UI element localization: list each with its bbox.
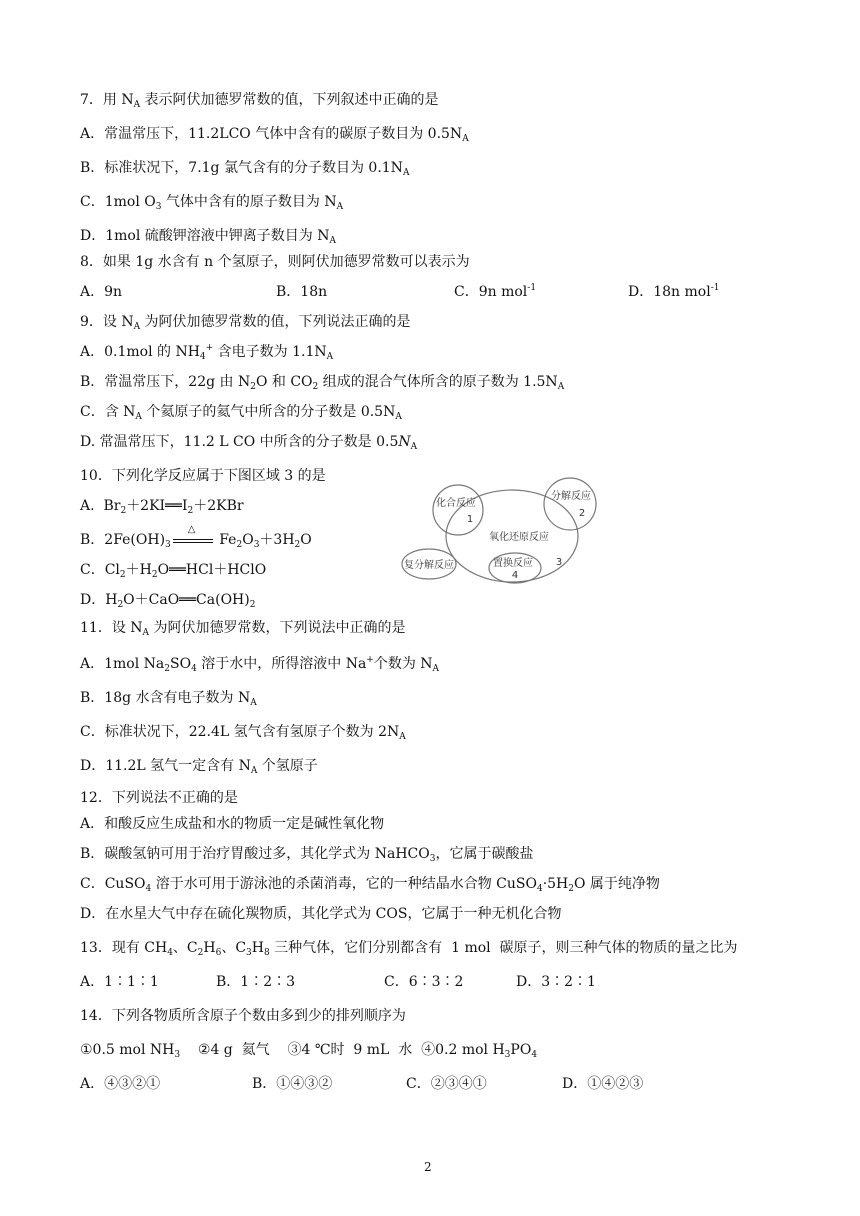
q14-option-c: C．②③④① bbox=[406, 1076, 487, 1092]
region-1-number: 1 bbox=[466, 514, 474, 525]
q14-option-d: D．①④②③ bbox=[562, 1076, 644, 1092]
page-number: 2 bbox=[424, 1160, 432, 1174]
double-replacement-label: 复分解反应 bbox=[404, 560, 454, 571]
combination-label: 化合反应 bbox=[436, 498, 476, 509]
q8-option-d: D．18n mol$^{-1}$ bbox=[628, 283, 720, 300]
q7-option-d: D．1mol 硫酸钾溶液中钾离子数目为 $N_A$ bbox=[80, 228, 336, 246]
heat-symbol: △ bbox=[187, 524, 196, 535]
q13-option-c: C．6∶3∶2 bbox=[384, 974, 464, 990]
q12-option-b: B．碳酸氢钠可用于治疗胃酸过多，其化学式为 NaHCO$_3$，它属于碳酸盐 bbox=[80, 846, 534, 864]
q11-option-c: C．标准状况下，22.4L 氢气含有氢原子个数为 $2N_A$ bbox=[80, 724, 406, 742]
q12-option-a: A．和酸反应生成盐和水的物质一定是碱性氧化物 bbox=[80, 816, 385, 832]
q8-option-a: A．9n bbox=[80, 284, 123, 300]
q10-option-a: A. $Br_2+2KI══I_2+2KBr$ bbox=[80, 498, 244, 516]
q7-option-a: A．常温常压下，11.2LCO 气体中含有的碳原子数目为 $0.5N_A$ bbox=[80, 126, 469, 144]
q7-option-b: B．标准状况下，7.1g 氯气含有的分子数目为 $0.1N_A$ bbox=[80, 160, 410, 178]
q14-option-a: A．④③②① bbox=[80, 1076, 161, 1092]
q8-option-c: C．9n mol$^{-1}$ bbox=[454, 283, 537, 300]
q11-option-a: A．1mol $Na_2SO_4$ 溶于水中，所得溶液中 Na+个数为 $N_A$ bbox=[80, 655, 440, 674]
q13-stem: 13．现有 $CH_4$、$C_2H_6$、$C_3H_8$ 三种气体，它们分别都含有 1 mol 碳原子，则三种气体的物质的量之比为 bbox=[80, 940, 738, 958]
q12-option-d: D．在水星大气中存在硫化羰物质，其化学式为 COS，它属于一种无机化合物 bbox=[80, 906, 562, 922]
reaction-type-diagram bbox=[396, 474, 608, 590]
q10-stem: 10．下列化学反应属于下图区域 3 的是 bbox=[80, 468, 326, 484]
q8-stem: 8．如果 1g 水含有 n 个氢原子，则阿伏加德罗常数可以表示为 bbox=[80, 254, 470, 270]
q9-option-b: B．常温常压下，22g 由 $N_2O$ 和 $CO_2$ 组成的混合气体所含的原子数为 $1.5N_A$ bbox=[80, 374, 565, 392]
q14-items: ①0.5 mol $NH_3$ ②4 g 氦气 ③4 ℃时 9 mL 水 ④0.2 mol $H_3PO_4$ bbox=[80, 1042, 538, 1060]
q8-option-b: B．18n bbox=[276, 284, 328, 300]
redox-label: 氧化还原反应 bbox=[489, 532, 549, 543]
heating-condition-arrow bbox=[171, 524, 215, 547]
q12-option-c: C．CuSO$_4$ 溶于水可用于游泳池的杀菌消毒，它的一种结晶水合物 $CuSO_4\cdot 5H_2O$ 属于纯净物 bbox=[80, 876, 660, 894]
q11-option-b: B．18g 水含有电子数为 $N_A$ bbox=[80, 690, 257, 708]
q9-stem: 9．设 $N_A$ 为阿伏加德罗常数的值，下列说法正确的是 bbox=[80, 314, 411, 332]
decomposition-label: 分解反应 bbox=[551, 491, 591, 502]
q13-option-d: D．3∶2∶1 bbox=[516, 974, 596, 990]
q7-stem: 7．用 $N_A$ 表示阿伏加德罗常数的值，下列叙述中正确的是 bbox=[80, 92, 439, 110]
decomposition-region bbox=[544, 478, 596, 530]
q14-option-b: B．①④③② bbox=[252, 1076, 333, 1092]
q11-stem: 11．设 $N_A$ 为阿伏加德罗常数，下列说法中正确的是 bbox=[80, 620, 406, 638]
region-2-number: 2 bbox=[578, 508, 586, 519]
q14-stem: 14．下列各物质所含原子个数由多到少的排列顺序为 bbox=[80, 1008, 406, 1024]
q13-option-b: B．1∶2∶3 bbox=[216, 974, 296, 990]
region-3-number: 3 bbox=[555, 557, 563, 568]
single-replacement-label: 置换反应 bbox=[493, 558, 533, 569]
q13-option-a: A．1∶1∶1 bbox=[80, 974, 159, 990]
q11-option-d: D．11.2L 氢气一定含有 $N_A$ 个氢原子 bbox=[80, 758, 318, 776]
q9-option-a: A．0.1mol 的 $NH_4^+$ 含电子数为 $1.1N_A$ bbox=[80, 343, 334, 362]
q10-option-b: B．$2Fe(OH)_3$ △ $Fe_2O_3+3H_2O$ bbox=[80, 530, 312, 550]
q10-option-c: C．$Cl_2+H_2O══HCl+HClO$ bbox=[80, 562, 267, 580]
q12-stem: 12．下列说法不正确的是 bbox=[80, 790, 238, 806]
region-4-number: 4 bbox=[511, 570, 519, 581]
q10-option-d: D．$H_2O+CaO══Ca(OH)_2$ bbox=[80, 592, 256, 610]
q7-option-c: C．1mol $O_3$ 气体中含有的原子数目为 $N_A$ bbox=[80, 194, 344, 212]
q9-option-c: C．含 $N_A$ 个氦原子的氦气中所含的分子数是 $0.5N_A$ bbox=[80, 404, 402, 422]
q9-option-d: D. 常温常压下，11.2 L CO 中所含的分子数是 $0.5N_A$ bbox=[80, 434, 418, 452]
